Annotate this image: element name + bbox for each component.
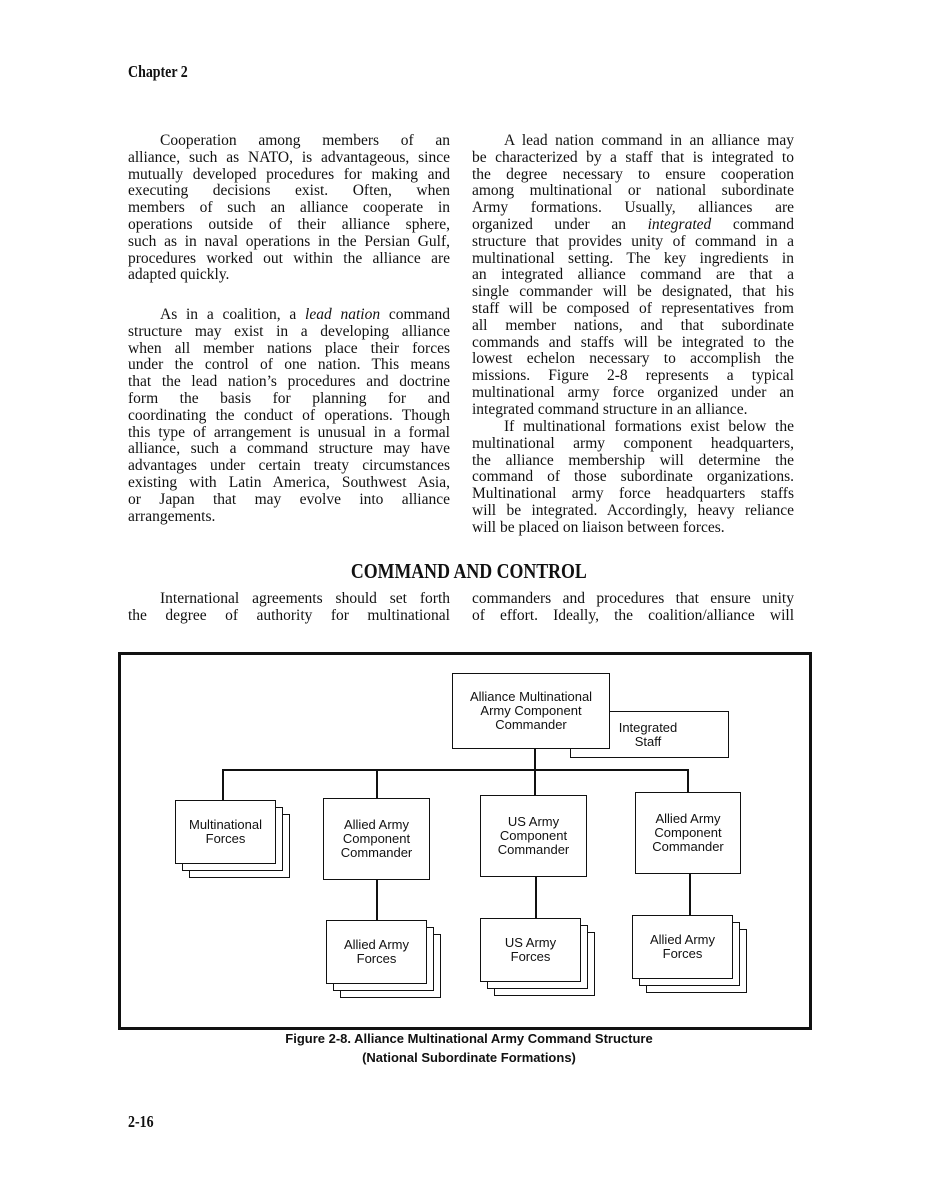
paragraph-line (472, 283, 794, 300)
text-segment: mutually developed procedures for making and (128, 165, 450, 183)
us-forces-box (480, 918, 581, 982)
paragraph-line (472, 519, 794, 536)
paragraph-line (472, 590, 794, 607)
paragraph-line (472, 334, 794, 351)
allied-forces-right-label: Allied Army Forces (649, 932, 716, 961)
connector (687, 769, 689, 793)
text-segment: Cooperation among members of an (160, 132, 450, 149)
text-segment: alliance, such a command structure may have (128, 440, 450, 458)
allied-forces-left-label: Allied Army Forces (343, 937, 410, 966)
text-segment: arrangements. (128, 507, 216, 525)
text-segment: As in a coalition, a (160, 306, 306, 323)
text-segment: the alliance membership will determine the (472, 451, 794, 469)
paragraph-line (128, 590, 450, 607)
allied-commander-right-label: Allied Army Component Commander (652, 811, 724, 854)
paragraph-line (472, 317, 794, 334)
paragraph-line (128, 424, 450, 441)
text-segment: International agreements should set forth (160, 590, 450, 607)
allied-commander-right-box (635, 792, 741, 874)
connector (534, 748, 536, 798)
text-segment: the degree of authority for multinational (128, 606, 450, 624)
paragraph-line (472, 216, 794, 233)
text-segment: an integrated alliance command are that a (472, 266, 794, 284)
paragraph-line (472, 418, 794, 435)
paragraph-line (128, 250, 450, 267)
paragraph-line (472, 367, 794, 384)
text-segment: among multinational or national subordinate (472, 182, 794, 200)
text-segment: organized under an (472, 216, 648, 233)
multinational-forces-box (175, 800, 276, 864)
text-segment: multinational army component headquarters, (472, 434, 794, 452)
allied-forces-left-box (326, 920, 427, 984)
us-commander-box (480, 795, 587, 877)
text-segment: Multinational army force headquarters staffs (472, 485, 794, 503)
paragraph-line (472, 350, 794, 367)
top-commander-box (452, 673, 610, 749)
text-segment: members of such an alliance cooperate in (128, 199, 450, 217)
text-segment: If multinational formations exist below the (504, 418, 794, 435)
text-segment: or Japan that may evolve into alliance (128, 490, 450, 508)
paragraph-line (128, 149, 450, 166)
paragraph-line (128, 607, 450, 624)
text-segment: alliance, such as NATO, is advantageous, since (128, 148, 450, 166)
paragraph-line (128, 166, 450, 183)
paragraph-line (128, 199, 450, 216)
text-segment: single commander will be designated, that his (472, 283, 794, 301)
text-segment: will be placed on liaison between forces. (472, 518, 725, 536)
paragraph-line (472, 300, 794, 317)
us-forces-label: US Army Forces (504, 935, 557, 964)
paragraph-line (128, 306, 450, 323)
connector (222, 769, 688, 771)
text-segment: multinational army force organized under an (472, 384, 794, 401)
paragraph-line (128, 390, 450, 407)
text-segment: this type of arrangement is unusual in a formal (128, 423, 450, 441)
text-segment: commands and staffs will be integrated to the (472, 333, 794, 351)
text-segment: integrated command structure in an alliance. (472, 400, 748, 418)
text-segment: lead nation (305, 306, 381, 323)
paragraph-line (128, 356, 450, 373)
paragraph-line (472, 384, 794, 401)
connector (376, 880, 378, 921)
allied-commander-left-box (323, 798, 430, 880)
paragraph-line (472, 502, 794, 519)
text-segment: form the basis for planning for and (128, 390, 450, 407)
text-segment: adapted quickly. (128, 266, 230, 284)
text-segment: such as in naval operations in the Persian Gulf, (128, 232, 450, 250)
text-segment: procedures worked out within the alliance are (128, 249, 450, 267)
paragraph-line (472, 199, 794, 216)
text-segment: under the control of one nation. This means (128, 356, 450, 374)
text-segment: of effort. Ideally, the coalition/alliance will (472, 606, 794, 624)
paragraph-line (128, 407, 450, 424)
text-segment: multinational setting. The key ingredients in (472, 249, 794, 267)
paragraph-line (128, 457, 450, 474)
connector (535, 876, 537, 919)
text-segment: Army formations. Usually, alliances are (472, 199, 794, 217)
text-segment: all member nations, and that subordinate (472, 316, 794, 334)
paragraph-line (128, 474, 450, 491)
text-segment: command of those subordinate organizations. (472, 468, 794, 486)
paragraph-line (128, 491, 450, 508)
paragraph-line (472, 452, 794, 469)
top-commander-label: Alliance Multinational Army Component Commander (469, 689, 593, 732)
text-segment: will be integrated. Accordingly, heavy reliance (472, 502, 794, 519)
paragraph-line (472, 250, 794, 267)
connector (222, 769, 224, 801)
allied-forces-right-box (632, 915, 733, 979)
paragraph-line (472, 485, 794, 502)
paragraph-line (472, 149, 794, 166)
text-segment: the degree necessary to ensure cooperation (472, 165, 794, 183)
paragraph-line (128, 233, 450, 250)
connector (689, 873, 691, 916)
text-segment: that the lead nation’s procedures and doctrine (128, 373, 450, 391)
page-number: 2-16 (128, 1112, 154, 1131)
text-segment: when all member nations place their forces (128, 339, 450, 357)
paragraph-line (472, 182, 794, 199)
paragraph-line (472, 233, 794, 250)
text-segment: be characterized by a staff that is integrated to (472, 148, 794, 166)
chapter-header: Chapter 2 (128, 62, 188, 81)
section-heading-text: COMMAND AND CONTROL (350, 559, 588, 583)
paragraph-line (128, 508, 450, 525)
text-segment: commanders and procedures that ensure unity (472, 590, 794, 607)
figure-caption-subtitle: (National Subordinate Formations) (362, 1050, 576, 1065)
connector (376, 769, 378, 799)
text-segment: operations outside of their alliance sphere, (128, 216, 450, 233)
paragraph-line (472, 401, 794, 418)
allied-commander-left-label: Allied Army Component Commander (340, 817, 413, 860)
us-commander-label: US Army Component Commander (497, 814, 570, 857)
text-segment: existing with Latin America, Southwest Asia, (128, 474, 450, 491)
text-segment: staff will be composed of representatives from (472, 300, 794, 317)
paragraph-line (128, 182, 450, 199)
integrated-staff-label: Integrated Staff (618, 719, 678, 749)
text-segment: structure that provides unity of command in a (472, 232, 794, 250)
text-segment: command (711, 216, 795, 233)
section-heading (0, 559, 938, 584)
text-segment: lowest echelon necessary to accomplish the (472, 350, 794, 368)
paragraph-line (128, 440, 450, 457)
paragraph-line (128, 340, 450, 357)
paragraph-line (472, 607, 794, 624)
paragraph-line (128, 216, 450, 233)
paragraph-line (472, 266, 794, 283)
text-segment: missions. Figure 2-8 represents a typical (472, 367, 794, 385)
text-segment: structure may exist in a developing alliance (128, 322, 450, 340)
text-segment: command (380, 306, 450, 323)
text-segment: A lead nation command in an alliance may (504, 132, 794, 149)
paragraph-line (472, 166, 794, 183)
text-segment: integrated (647, 216, 712, 233)
text-segment: coordinating the conduct of operations. Though (128, 406, 450, 424)
paragraph-line (472, 468, 794, 485)
text-segment: executing decisions exist. Often, when (128, 182, 450, 200)
paragraph-line (128, 266, 450, 283)
paragraph-line (128, 132, 450, 149)
paragraph-line (472, 435, 794, 452)
paragraph-line (472, 132, 794, 149)
paragraph-line (128, 323, 450, 340)
text-segment: advantages under certain treaty circumstances (128, 457, 450, 475)
multinational-forces-label: Multinational Forces (189, 817, 262, 846)
paragraph-line (128, 373, 450, 390)
figure-caption-title: Figure 2-8. Alliance Multinational Army Command Structure (285, 1031, 653, 1046)
